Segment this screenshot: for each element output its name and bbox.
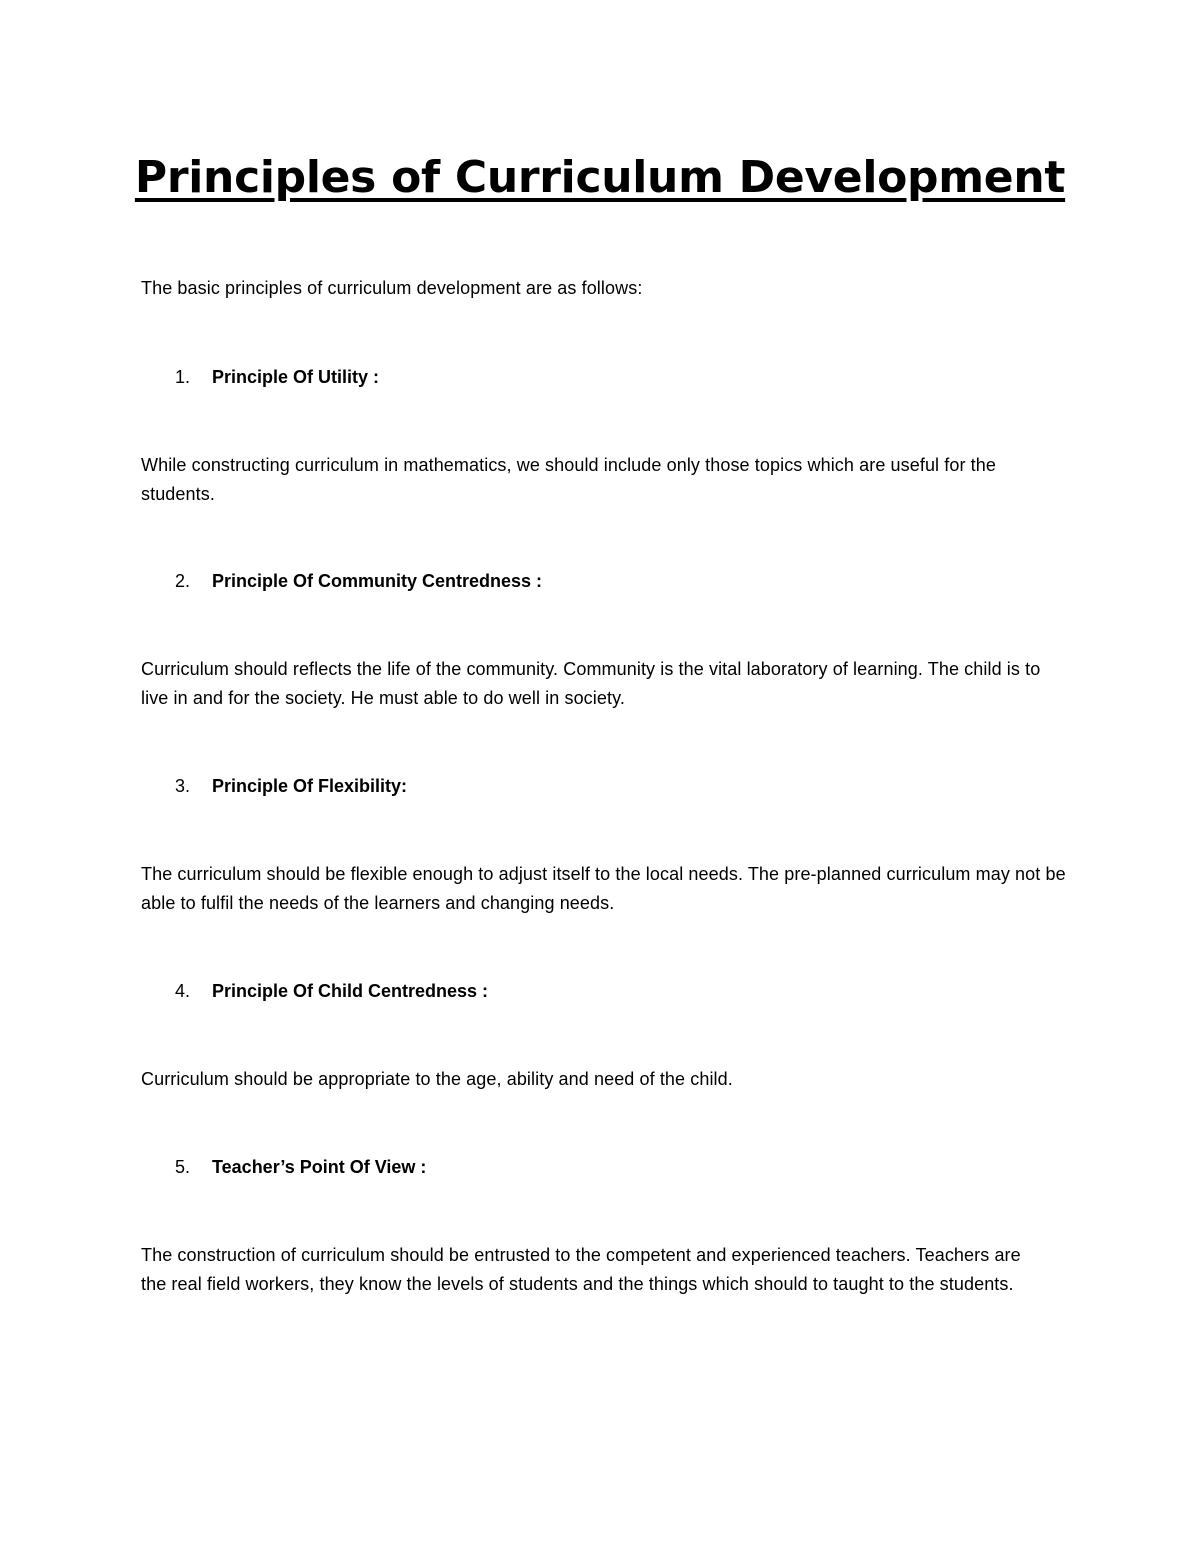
section-number: 4. xyxy=(175,981,191,1001)
section-paragraph-teachers-point-of-view: The construction of curriculum should be entrusted to the competent and experienced teachers. Teachers are the real field workers, they know the levels of students and the things which should to taught to the students. xyxy=(141,1245,1021,1294)
section-heading-label: Principle Of Community Centredness : xyxy=(212,571,543,591)
section-number: 5. xyxy=(175,1157,191,1177)
section-heading-utility xyxy=(175,363,379,392)
section-heading-child-centredness xyxy=(175,977,488,1006)
section-paragraph-utility: While constructing curriculum in mathematics, we should include only those topics which are useful for the students. xyxy=(141,455,996,504)
section-heading-community-centredness xyxy=(175,567,542,596)
page-title-text: Principles of Curriculum Development xyxy=(134,152,1066,203)
section-paragraph-child-centredness: Curriculum should be appropriate to the age, ability and need of the child. xyxy=(141,1069,733,1089)
section-paragraph-flexibility: The curriculum should be flexible enough to adjust itself to the local needs. The pre-planned curriculum may not be able to fulfil the needs of the learners and changing needs. xyxy=(141,864,1066,913)
section-heading-flexibility xyxy=(175,772,407,801)
section-number: 2. xyxy=(175,571,191,591)
section-heading-teachers-point-of-view xyxy=(175,1153,426,1182)
section-heading-label: Principle Of Child Centredness : xyxy=(212,981,489,1001)
section-heading-label: Principle Of Utility : xyxy=(212,367,380,387)
page-title xyxy=(0,148,1200,208)
section-number: 1. xyxy=(175,367,191,387)
section-heading-label: Teacher’s Point Of View : xyxy=(212,1157,427,1177)
section-heading-label: Principle Of Flexibility: xyxy=(212,776,408,796)
section-number: 3. xyxy=(175,776,191,796)
section-paragraph-community-centredness: Curriculum should reflects the life of the community. Community is the vital laboratory of learning. The child is to live in and for the society. He must able to do well in society. xyxy=(141,659,1041,708)
intro-paragraph: The basic principles of curriculum development are as follows: xyxy=(141,278,643,298)
